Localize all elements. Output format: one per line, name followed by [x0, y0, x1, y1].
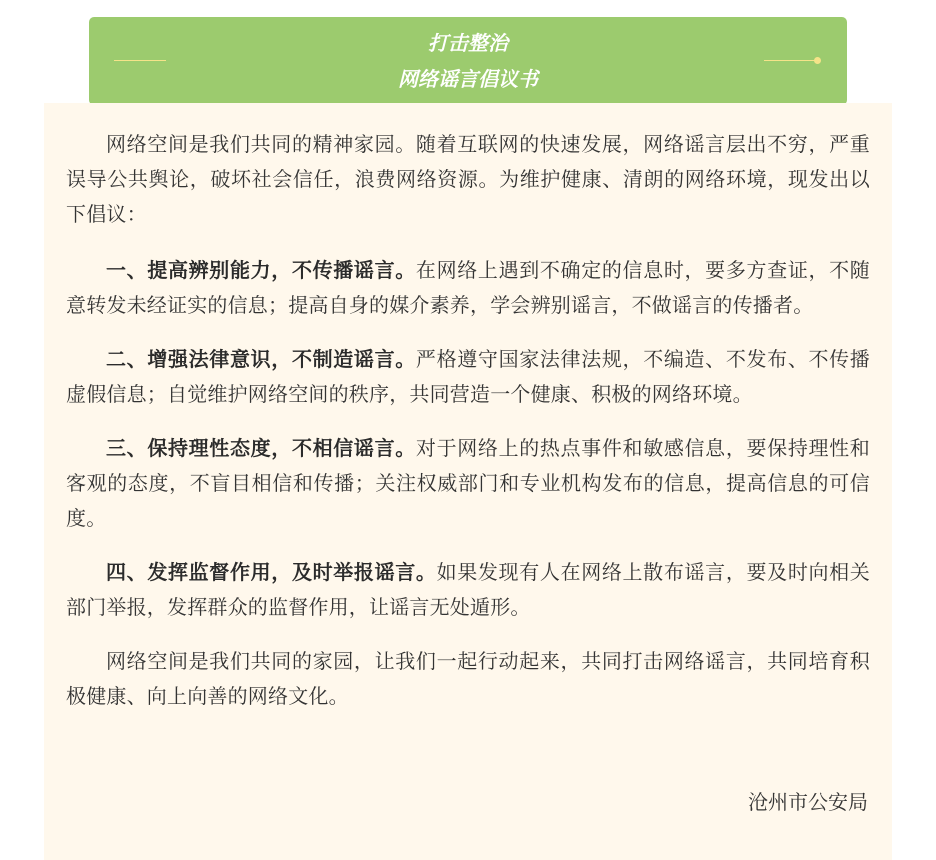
proposal-item-4 [66, 555, 870, 625]
banner-title-line1: 打击整治 [428, 31, 508, 55]
proposal-item-2-heading: 二、增强法律意识，不制造谣言。 [106, 347, 416, 371]
proposal-item-2-text: 严格遵守国家法律法规，不编造、不发布、不传播虚假信息；自觉维护网络空间的秩序，共同营造一个健康、积极的网络环境。 [66, 347, 871, 406]
banner-title-line2: 网络谣言倡议书 [398, 67, 538, 91]
proposal-body [66, 127, 870, 733]
proposal-item-4-text: 如果发现有人在网络上散布谣言，要及时向相关部门举报，发挥群众的监督作用，让谣言无处遁形。 [66, 560, 870, 619]
signature: 沧州市公安局 [748, 790, 868, 814]
proposal-item-4-heading: 四、发挥监督作用，及时举报谣言。 [106, 560, 437, 584]
intro-paragraph: 网络空间是我们共同的精神家园。随着互联网的快速发展，网络谣言层出不穷，严重误导公共舆论，破坏社会信任，浪费网络资源。为维护健康、清朗的网络环境，现发出以下倡议： [66, 132, 870, 226]
proposal-item-3-heading: 三、保持理性态度，不相信谣言。 [106, 436, 416, 460]
proposal-item-1 [66, 253, 870, 323]
proposal-item-2 [66, 342, 870, 412]
banner-dot-decoration [814, 57, 821, 64]
proposal-item-3 [66, 431, 870, 536]
banner-left-line-decoration [114, 60, 166, 61]
closing-paragraph: 网络空间是我们共同的家园，让我们一起行动起来，共同打击网络谣言，共同培育积极健康、向上向善的网络文化。 [66, 649, 870, 708]
banner-right-line-decoration [764, 60, 816, 61]
proposal-item-1-heading: 一、提高辨别能力，不传播谣言。 [106, 258, 416, 282]
proposal-item-1-text: 在网络上遇到不确定的信息时，要多方查证，不随意转发未经证实的信息；提高自身的媒介素养，学会辨别谣言，不做谣言的传播者。 [66, 258, 871, 317]
title-banner [89, 17, 847, 105]
proposal-item-3-text: 对于网络上的热点事件和敏感信息，要保持理性和客观的态度，不盲目相信和传播；关注权威部门和专业机构发布的信息，提高信息的可信度。 [66, 436, 871, 530]
